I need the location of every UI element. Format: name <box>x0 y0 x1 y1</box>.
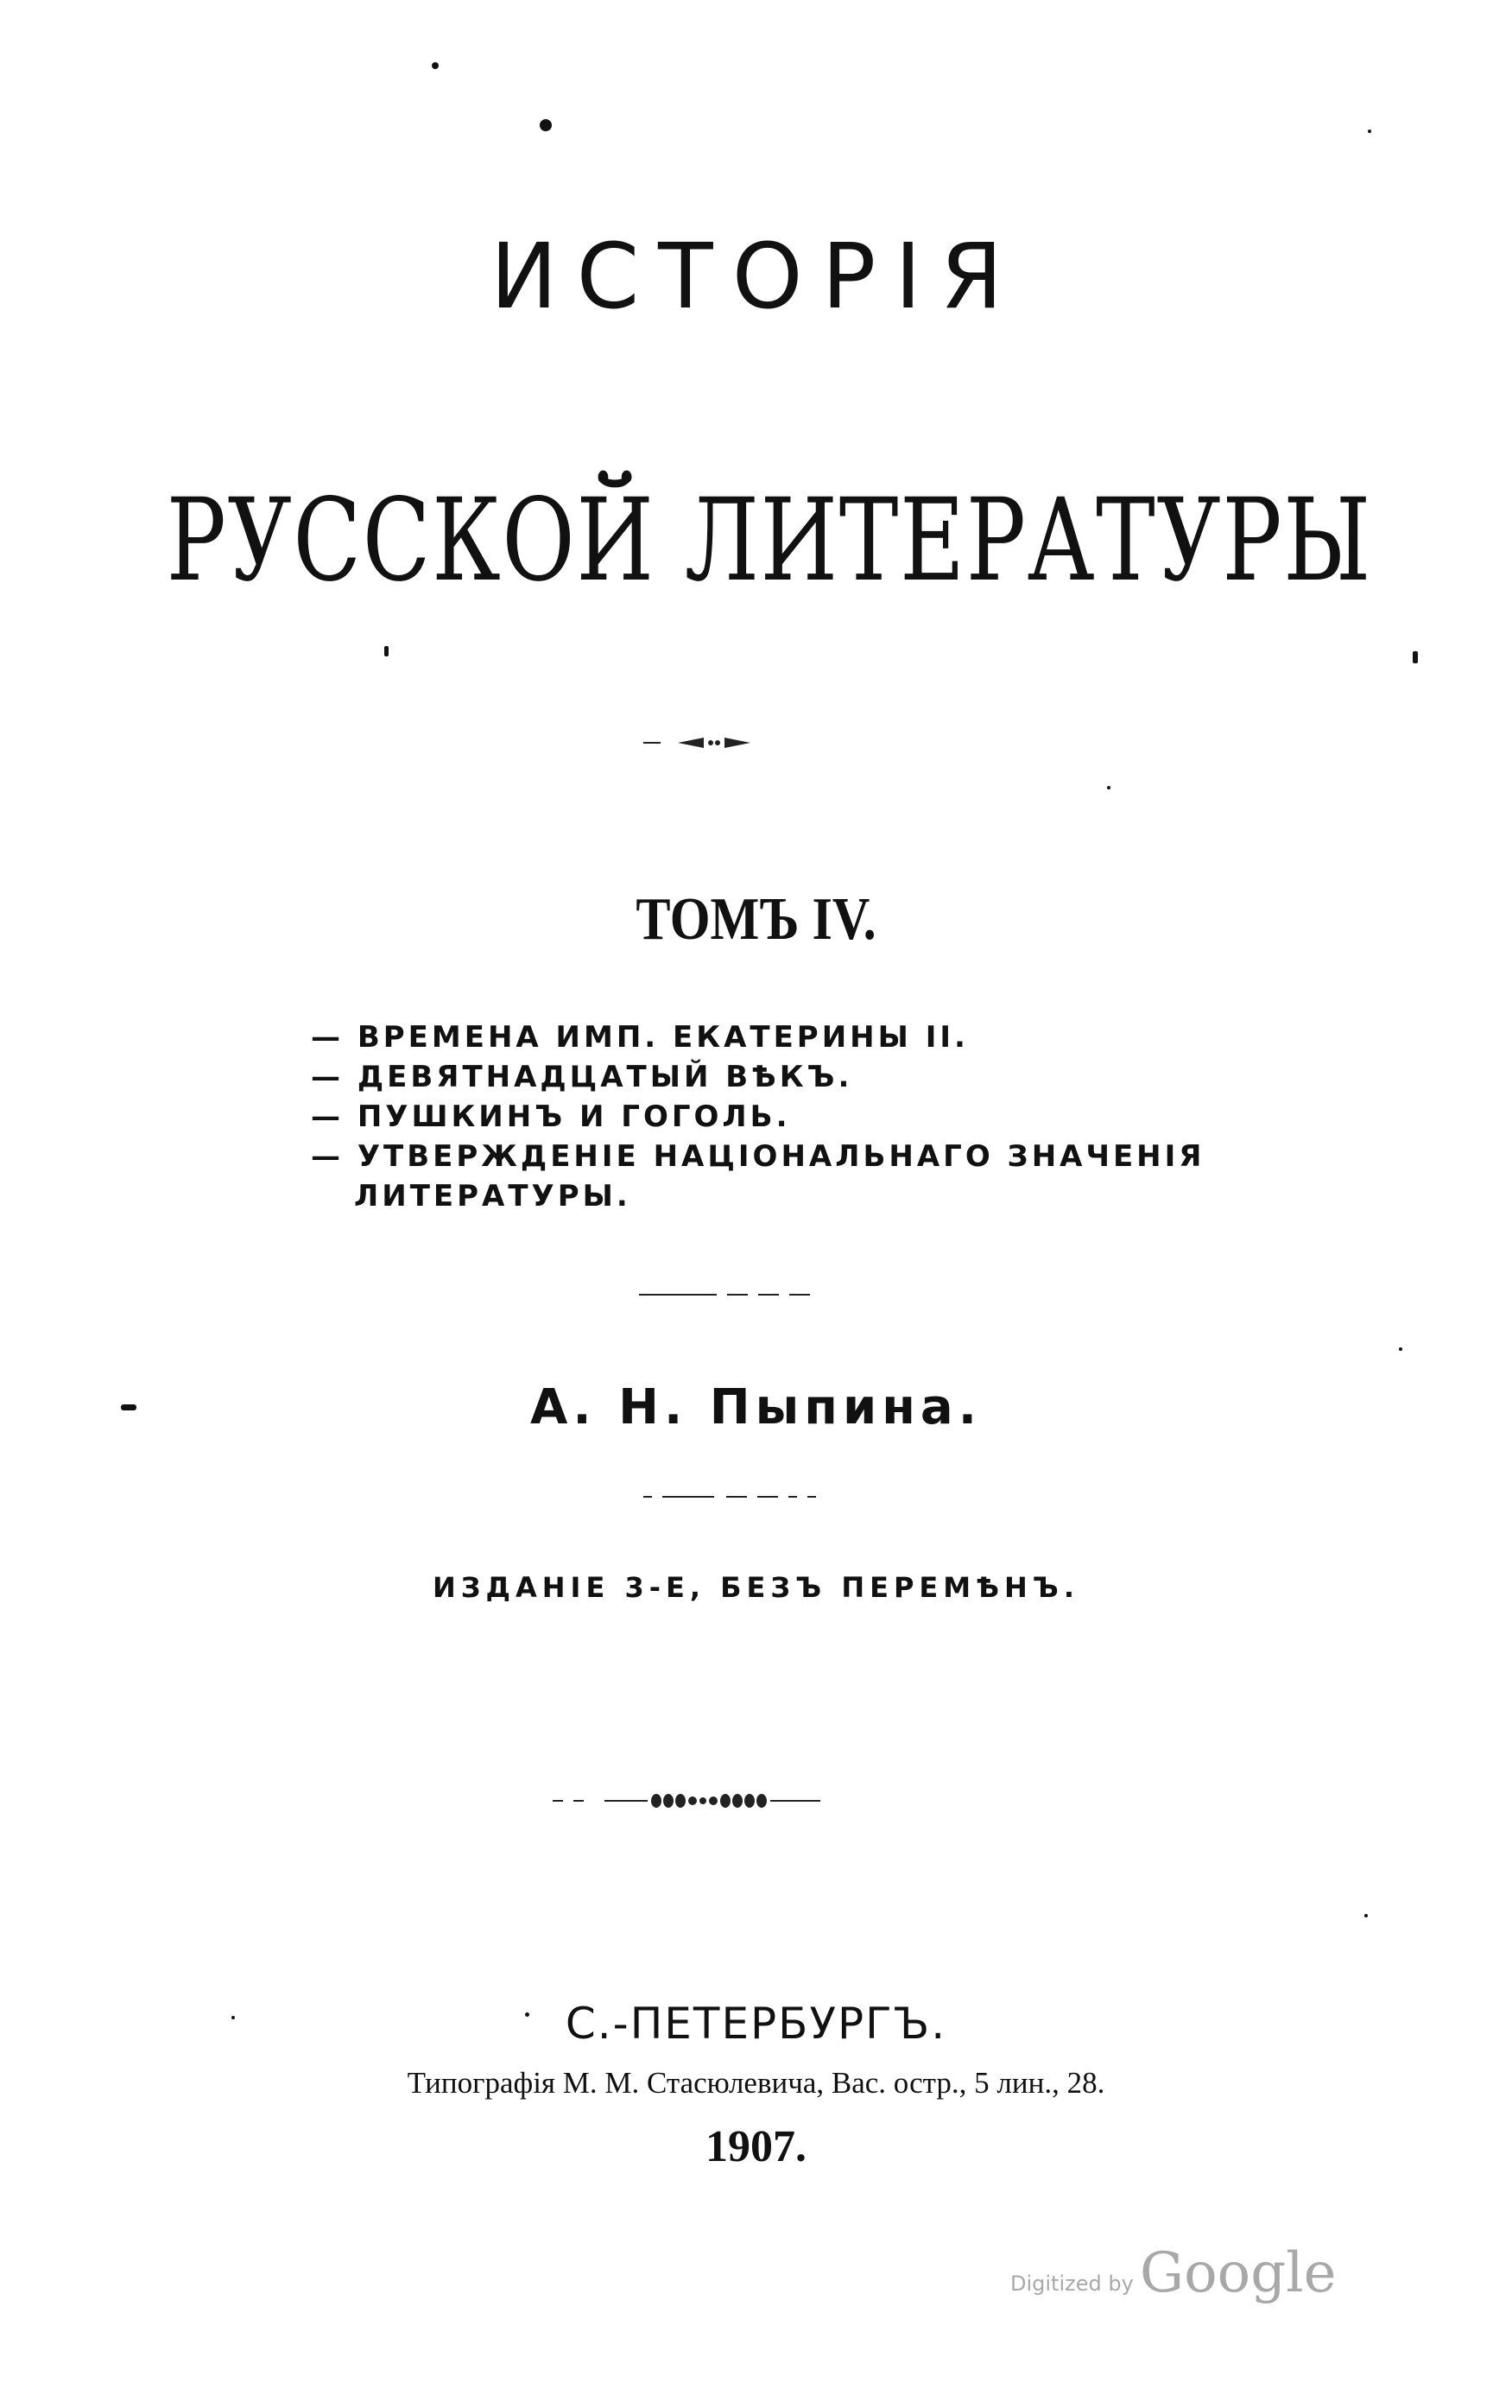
contents-item: — ПУШКИНЪ И ГОГОЛЬ. <box>311 1099 791 1134</box>
imprint-city: С.-ПЕТЕРБУРГЪ. <box>565 1999 947 2049</box>
scan-speck <box>1107 786 1110 789</box>
scan-speck <box>525 2012 529 2017</box>
contents-item-continuation: ЛИТЕРАТУРЫ. <box>354 1179 631 1214</box>
volume-contents <box>311 1017 1205 1216</box>
scan-speck <box>1364 1914 1368 1917</box>
digitized-by-label: Digitized by <box>1010 2272 1134 2296</box>
decorative-ornament <box>553 1788 829 1814</box>
imprint-year: 1907. <box>705 2122 807 2171</box>
scan-speck <box>432 62 439 69</box>
contents-item: — ВРЕМЕНА ИМП. ЕКАТЕРИНЫ II. <box>311 1020 969 1055</box>
title-line-1: ИСТОРІЯ <box>490 224 1022 329</box>
google-logo: Google <box>1140 2241 1337 2305</box>
volume-number: ТОМЪ IV. <box>636 886 876 953</box>
title-ornament <box>643 734 773 751</box>
contents-item: — ДЕВЯТНАДЦАТЫЙ ВѢКЪ. <box>311 1060 853 1094</box>
divider-rule <box>639 1292 820 1297</box>
scan-speck <box>1399 1347 1402 1351</box>
scan-speck <box>540 119 552 131</box>
contents-item: — УТВЕРЖДЕНІЕ НАЦІОНАЛЬНАГО ЗНАЧЕНІЯ <box>311 1139 1205 1174</box>
edition-note: ИЗДАНІЕ 3-Е, БЕЗЪ ПЕРЕМѢНЪ. <box>432 1571 1080 1604</box>
scan-speck <box>121 1404 136 1410</box>
scan-speck <box>1413 651 1418 663</box>
author-name: А. Н. Пыпина. <box>530 1379 982 1435</box>
imprint-printer: Типографія М. М. Стасюлевича, Вас. остр., 5 лин., 28. <box>407 2066 1105 2100</box>
scan-speck <box>1368 130 1371 133</box>
title-line-2: РУССКОЙ ЛИТЕРАТУРЫ <box>166 474 1372 607</box>
divider-rule <box>643 1494 816 1499</box>
scan-speck <box>384 646 389 656</box>
scan-speck <box>231 2016 235 2019</box>
